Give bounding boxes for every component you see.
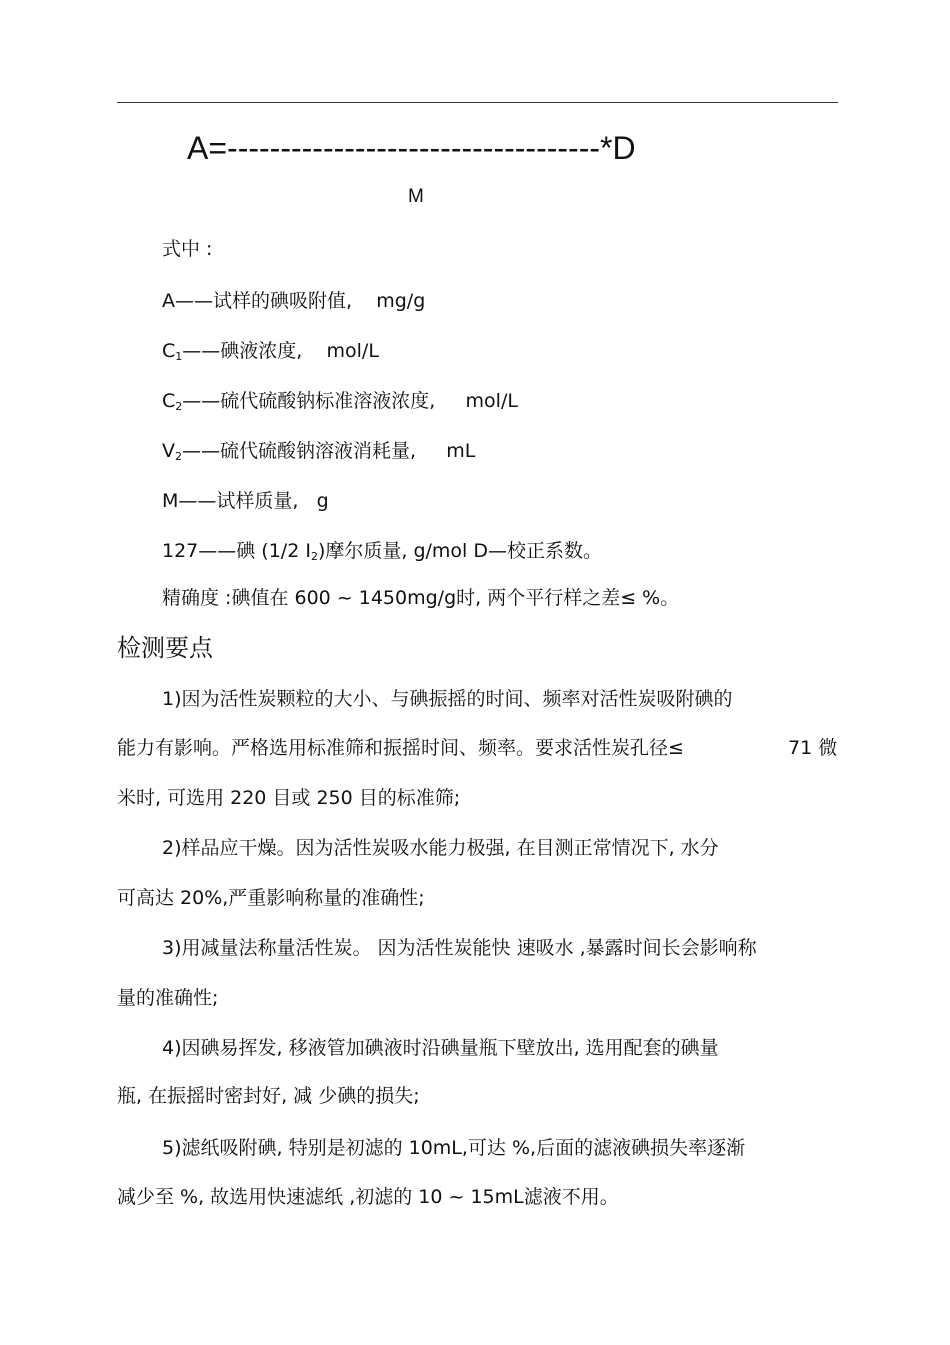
paragraph-line: 5)滤纸吸附碘, 特别是初滤的 10mL,可达 %,后面的滤液碘损失率逐渐 bbox=[162, 1137, 746, 1159]
definition-item: $C_1——$碘液浓度, mol/L bbox=[162, 340, 379, 363]
paragraph-line: 可高达 20%,严重影响称量的准确性; bbox=[117, 887, 425, 909]
definition-item: $C_2——$硫代硫酸钠标准溶液浓度, mol/L bbox=[162, 390, 518, 413]
paragraph-line: 71 微 bbox=[788, 737, 838, 759]
definition-item: M——试样质量, g bbox=[162, 490, 329, 512]
paragraph-line: 1)因为活性炭颗粒的大小、与碘振摇的时间、频率对活性炭吸附碘的 bbox=[162, 688, 733, 710]
paragraph-line: 能力有影响。严格选用标准筛和振摇时间、频率。要求活性炭孔径≤ bbox=[117, 737, 684, 759]
molar-mass-line: 127——碘 (1/2 $I_2$)摩尔质量, g/mol D—校正系数。 bbox=[162, 540, 602, 563]
paragraph-line: 减少至 %, 故选用快速滤纸 ,初滤的 10 ~ 15mL滤液不用。 bbox=[117, 1186, 619, 1208]
top-rule bbox=[117, 102, 838, 103]
paragraph-line: 量的准确性; bbox=[117, 987, 219, 1009]
section-heading: 检测要点 bbox=[117, 634, 213, 662]
paragraph-line: 瓶, 在振摇时密封好, 减 少碘的损失; bbox=[117, 1085, 420, 1107]
formula-lhs: A= bbox=[187, 130, 228, 166]
formula-dashes: ----------------------------------- bbox=[227, 130, 600, 166]
definition-item: $V_2——$硫代硫酸钠溶液消耗量, mL bbox=[162, 440, 476, 463]
definitions-label: 式中 : bbox=[162, 238, 213, 260]
formula bbox=[187, 130, 636, 167]
precision-line: 精确度 :碘值在 600 ~ 1450mg/g时, 两个平行样之差≤ %。 bbox=[162, 587, 680, 609]
paragraph-line: 2)样品应干燥。因为活性炭吸水能力极强, 在目测正常情况下, 水分 bbox=[162, 837, 719, 859]
paragraph-line: 米时, 可选用 220 目或 250 目的标准筛; bbox=[117, 787, 461, 809]
paragraph-line: 3)用减量法称量活性炭。 因为活性炭能快 速吸水 ,暴露时间长会影响称 bbox=[162, 937, 757, 959]
paragraph-line: 4)因碘易挥发, 移液管加碘液时沿碘量瓶下壁放出, 选用配套的碘量 bbox=[162, 1037, 719, 1059]
formula-rhs: *D bbox=[600, 130, 636, 166]
formula-denominator: M bbox=[408, 186, 424, 207]
definition-item: A——试样的碘吸附值, mg/g bbox=[162, 290, 426, 312]
